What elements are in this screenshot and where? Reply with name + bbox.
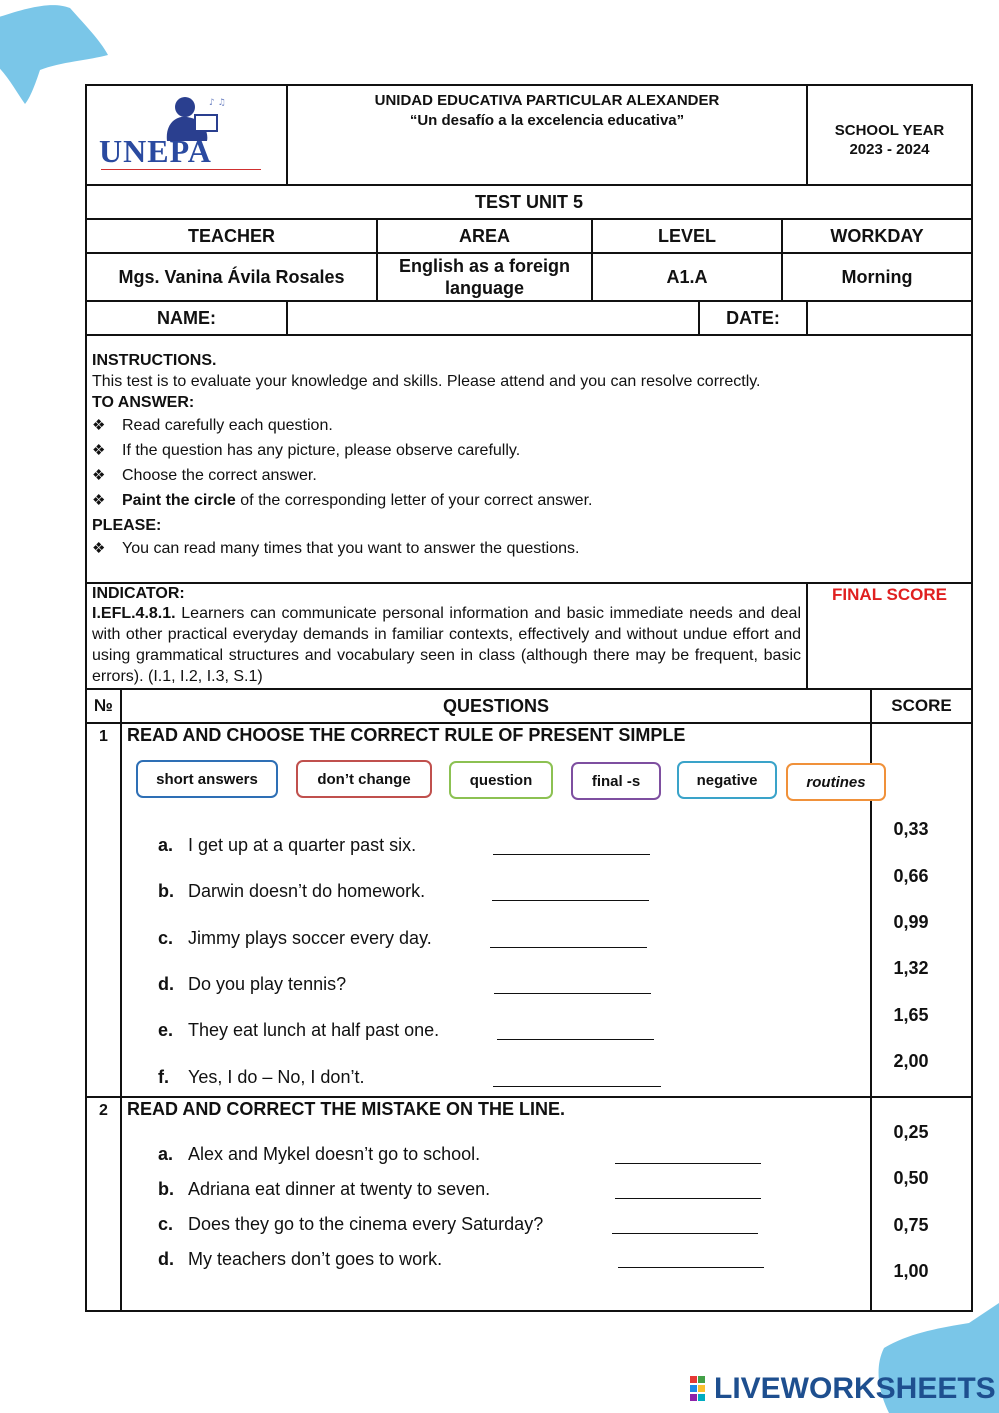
logo-cell [86,85,287,185]
teacher-value: Mgs. Vanina Ávila Rosales [86,253,377,301]
item-letter: b. [158,881,174,901]
school-motto: “Un desafío a la excelencia educativa” [409,112,685,129]
school-header-cell [287,85,807,185]
option-box[interactable]: don’t change [296,760,432,798]
test-sheet [85,84,973,1312]
answer-line[interactable] [615,1198,761,1199]
item-letter: d. [158,1249,174,1269]
indicator-text: I.EFL.4.8.1. Learners can communicate personal information and basic immediate needs and deal with other practical everyday demands in familiar contexts, effectively and without undue effort and using grammatical structures and vocabulary seen in class (although there may be frequent, basic errors). (I.1, I.2, I.3, S.1) [92,605,801,685]
questions-header: QUESTIONS [121,689,871,723]
answer-line[interactable] [493,854,650,855]
item-text: I get up at a quarter past six. [188,835,417,855]
item-text: Adriana eat dinner at twenty to seven. [188,1179,491,1199]
item-letter: a. [158,1144,174,1164]
area-label: AREA [377,219,592,253]
instruction-item: ❖ Choose the correct answer. [92,467,317,484]
liveworksheets-logo-icon [690,1376,714,1402]
diamond-bullet-icon: ❖ [92,540,106,557]
option-box[interactable]: short answers [136,760,278,798]
item-letter: e. [158,1020,174,1040]
item-text: Alex and Mykel doesn’t go to school. [188,1144,481,1164]
score-value: 0,75 [893,1215,929,1235]
brand-text: LIVEWORKSHEETS [714,1372,996,1405]
school-year-value: 2023 - 2024 [849,141,930,158]
svg-text:♪ ♫: ♪ ♫ [209,98,226,108]
question-2-title: READ AND CORRECT THE MISTAKE ON THE LINE. [127,1099,566,1119]
score-value: 1,65 [893,1005,929,1025]
instructions-cell [86,335,972,583]
item-text: Jimmy plays soccer every day. [188,928,432,948]
diamond-bullet-icon: ❖ [92,442,106,459]
option-box[interactable]: routines [786,763,886,801]
workday-value: Morning [782,253,972,301]
answer-line[interactable] [497,1039,654,1040]
answer-line[interactable] [492,900,649,901]
item-letter: c. [158,1214,174,1234]
question-1-number: 1 [86,723,121,1097]
score-value: 0,25 [893,1122,929,1142]
diamond-bullet-icon: ❖ [92,492,106,509]
school-year-label: SCHOOL YEAR [834,122,945,139]
date-field[interactable] [807,301,972,335]
option-box[interactable]: negative [677,761,777,799]
score-value: 0,33 [893,819,929,839]
item-letter: d. [158,974,174,994]
area-value: English as a foreign language [377,253,592,301]
question-2-number: 2 [86,1097,121,1311]
date-label: DATE: [699,301,807,335]
level-label: LEVEL [592,219,782,253]
item-text: Do you play tennis? [188,974,347,994]
please-label: PLEASE: [92,517,162,534]
number-header: № [86,689,121,723]
score-header: SCORE [871,689,972,723]
answer-line[interactable] [618,1267,764,1268]
to-answer-label: TO ANSWER: [92,394,195,411]
test-title: TEST UNIT 5 [86,185,972,219]
school-name: UNIDAD EDUCATIVA PARTICULAR ALEXANDER [374,92,720,109]
item-letter: b. [158,1179,174,1199]
instructions-title: INSTRUCTIONS. [92,352,217,369]
final-score-label: FINAL SCORE [832,585,947,604]
diamond-bullet-icon: ❖ [92,417,106,434]
instruction-item: ❖ If the question has any picture, please observe carefully. [92,442,521,459]
option-box[interactable]: question [449,761,553,799]
score-value: 1,00 [893,1261,929,1281]
score-value: 0,99 [893,912,929,932]
question-2-score-cell [871,1097,972,1311]
instructions-intro: This test is to evaluate your knowledge and skills. Please attend and you can resolve correctly. [92,373,761,390]
item-text: Does they go to the cinema every Saturday? [188,1214,544,1234]
question-2-content [121,1097,871,1311]
answer-line[interactable] [615,1163,761,1164]
score-value: 1,32 [893,958,929,978]
level-value: A1.A [592,253,782,301]
item-letter: a. [158,835,174,855]
teacher-label: TEACHER [86,219,377,253]
option-box[interactable]: final -s [571,762,661,800]
answer-line[interactable] [494,993,651,994]
name-label: NAME: [86,301,287,335]
workday-label: WORKDAY [782,219,972,253]
item-letter: c. [158,928,174,948]
score-value: 0,66 [893,866,929,886]
item-text: Yes, I do – No, I don’t. [188,1067,365,1087]
item-text: Darwin doesn’t do homework. [188,881,426,901]
logo-underline [101,169,261,176]
item-letter: f. [158,1067,169,1087]
instruction-item: ❖ Read carefully each question. [92,417,333,434]
answer-line[interactable] [490,947,647,948]
school-year-cell [807,85,972,185]
name-field[interactable] [287,301,699,335]
item-text: My teachers don’t goes to work. [188,1249,443,1269]
indicator-cell [86,583,807,689]
diamond-bullet-icon: ❖ [92,467,106,484]
item-text: They eat lunch at half past one. [188,1020,440,1040]
question-1-title: READ AND CHOOSE THE CORRECT RULE OF PRESENT SIMPLE [127,725,686,745]
question-1-content [121,723,871,1097]
answer-line[interactable] [612,1233,758,1234]
instruction-item: ❖ You can read many times that you want to answer the questions. [92,540,580,557]
question-1-score-cell [871,723,972,1097]
indicator-title: INDICATOR: [92,585,185,602]
answer-line[interactable] [493,1086,661,1087]
logo-text: UNEPA [99,133,212,169]
instruction-item: ❖ Paint the circle of the corresponding letter of your correct answer. [92,492,593,509]
final-score-cell [807,583,972,689]
score-value: 0,50 [893,1168,929,1188]
liveworksheets-brand[interactable] [690,1372,996,1406]
score-value: 2,00 [893,1051,929,1071]
